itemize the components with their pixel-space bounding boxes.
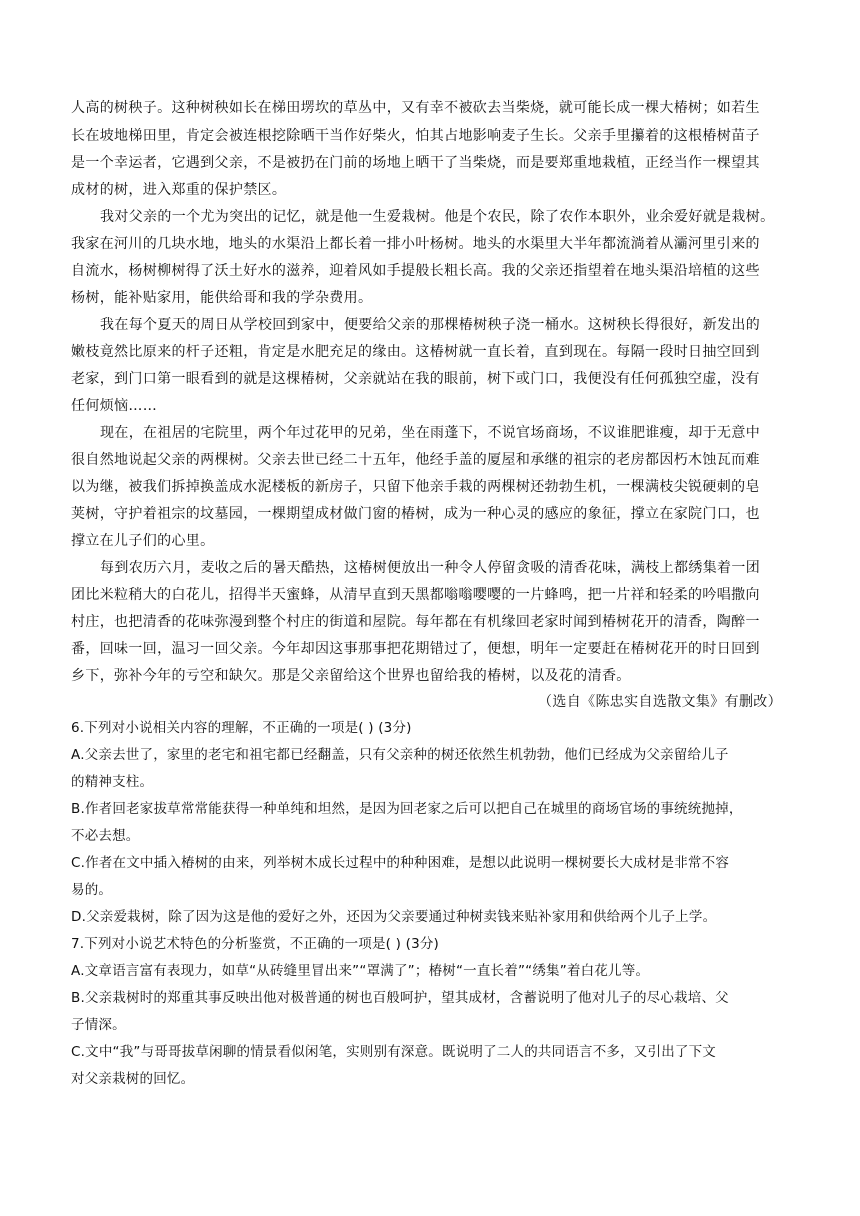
passage-line: 人高的树秧子。这种树秧如长在梯田塄坎的草丛中，又有幸不被砍去当柴烧，就可能长成一棵大椿树；如若生 bbox=[71, 100, 760, 116]
passage-paragraph-start: 现在，在祖居的宅院里，两个年过花甲的兄弟，坐在雨蓬下，不说官场商场，不议谁肥谁瘦，却于无意中 bbox=[100, 425, 761, 441]
passage-line: 村庄，也把清香的花味弥漫到整个村庄的街道和屋院。每年都在有机缘回老家时闻到椿树花开的清香，陶醉一 bbox=[71, 614, 760, 630]
option-6b: B.作者回老家拔草常常能获得一种单纯和坦然，是因为回老家之后可以把自己在城里的商场官场的事统统抛掉， bbox=[71, 801, 743, 817]
passage-line: 团比米粒稍大的白花儿，招得半天蜜蜂，从清早直到天黑都嗡嗡嘤嘤的一片蜂鸣，把一片祥和轻柔的吟唱撒向 bbox=[71, 587, 760, 603]
option-7a: A.文章语言富有表现力，如草“从砖缝里冒出来”“罩满了”；椿树“一直长着”“绣集”着白花儿等。 bbox=[71, 963, 650, 979]
passage-line: 撑立在儿子们的心里。 bbox=[71, 533, 215, 549]
passage-line: 我家在河川的几块水地，地头的水渠沿上都长着一排小叶杨树。地头的水渠里大半年都流淌着从灞河里引来的 bbox=[71, 236, 760, 252]
passage-paragraph-start: 每到农历六月，麦收之后的暑天酷热，这椿树便放出一种令人停留贪吸的清香花味，满枝上都绣集着一团 bbox=[100, 560, 761, 576]
passage-line: 老家，到门口第一眼看到的就是这棵椿树，父亲就站在我的眼前，树下或门口，我便没有任何孤独空虚，没有 bbox=[71, 371, 760, 387]
option-6a: A.父亲去世了，家里的老宅和祖宅都已经翻盖，只有父亲种的树还依然生机勃勃，他们已经成为父亲留给儿子 bbox=[71, 747, 729, 763]
passage-line: 自流水，杨树柳树得了沃土好水的滋养，迎着风如手提般长粗长高。我的父亲还指望着在地头渠沿培植的这些 bbox=[71, 263, 760, 279]
passage-line: 嫩枝竟然比原来的杆子还粗，肯定是水肥充足的缘由。这椿树就一直长着，直到现在。每隔一段时日抽空回到 bbox=[71, 344, 760, 360]
option-7c-cont: 对父亲栽树的回忆。 bbox=[71, 1071, 195, 1087]
passage-line: 杨树，能补贴家用，能供给哥和我的学杂费用。 bbox=[71, 290, 373, 306]
question-7-stem: 7.下列对小说艺术特色的分析鉴赏，不正确的一项是( ) (3分) bbox=[71, 936, 440, 952]
option-6c: C.作者在文中插入椿树的由来，列举树木成长过程中的种种困难，是想以此说明一棵树要长大成材是非常不容 bbox=[71, 855, 730, 871]
source-citation: （选自《陈忠实自选散文集》有删改） bbox=[538, 694, 782, 710]
passage-line: 很自然地说起父亲的两棵树。父亲去世已经二十五年，他经手盖的厦屋和承继的祖宗的老房都因朽木蚀瓦而难 bbox=[71, 452, 760, 468]
option-6d: D.父亲爱栽树，除了因为这是他的爱好之外，还因为父亲要通过种树卖钱来贴补家用和供给两个儿子上学。 bbox=[71, 909, 717, 925]
passage-paragraph-start: 我在每个夏天的周日从学校回到家中，便要给父亲的那棵椿树秧子浇一桶水。这树秧长得很好，新发出的 bbox=[100, 317, 761, 333]
option-6b-cont: 不必去想。 bbox=[71, 828, 140, 844]
option-6a-cont: 的精神支柱。 bbox=[71, 774, 154, 790]
passage-line: 荚树，守护着祖宗的坟墓园，一棵期望成材做门窗的椿树，成为一种心灵的感应的象征，撑立在家院门口，也 bbox=[71, 506, 760, 522]
passage-line: 长在坡地梯田里，肯定会被连根挖除晒干当作好柴火，怕其占地影响麦子生长。父亲手里攥着的这根椿树苗子 bbox=[71, 128, 760, 144]
option-7b: B.父亲栽树时的郑重其事反映出他对极普通的树也百般呵护，望其成材，含蓄说明了他对儿子的尽心栽培、父 bbox=[71, 990, 729, 1006]
option-7b-cont: 子情深。 bbox=[71, 1017, 126, 1033]
passage-paragraph-start: 我对父亲的一个尤为突出的记忆，就是他一生爱栽树。他是个农民，除了农作本职外，业余爱好就是栽树。 bbox=[100, 209, 775, 225]
passage-line: 成材的树，进入郑重的保护禁区。 bbox=[71, 182, 287, 198]
passage-line: 番，回味一回，温习一回父亲。今年却因这事那事把花期错过了，便想，明年一定要赶在椿树花开的时日回到 bbox=[71, 641, 760, 657]
passage-line: 是一个幸运者，它遇到父亲，不是被扔在门前的场地上晒干了当柴烧，而是要郑重地栽植，正经当作一棵望其 bbox=[71, 155, 760, 171]
question-6-stem: 6.下列对小说相关内容的理解，不正确的一项是( ) (3分) bbox=[71, 720, 412, 736]
option-6c-cont: 易的。 bbox=[71, 882, 113, 898]
passage-line: 任何烦恼…… bbox=[71, 398, 158, 414]
option-7c: C.文中“我”与哥哥拔草闲聊的情景看似闲笔，实则别有深意。既说明了二人的共同语言不多，又引出了下文 bbox=[71, 1044, 717, 1060]
passage-line: 以为继，被我们拆掉换盖成水泥楼板的新房子，只留下他亲手栽的两棵树还勃勃生机，一棵满枝尖锐硬刺的皂 bbox=[71, 479, 760, 495]
passage-line: 乡下，弥补今年的亏空和缺欠。那是父亲留给这个世界也留给我的椿树，以及花的清香。 bbox=[71, 668, 631, 684]
